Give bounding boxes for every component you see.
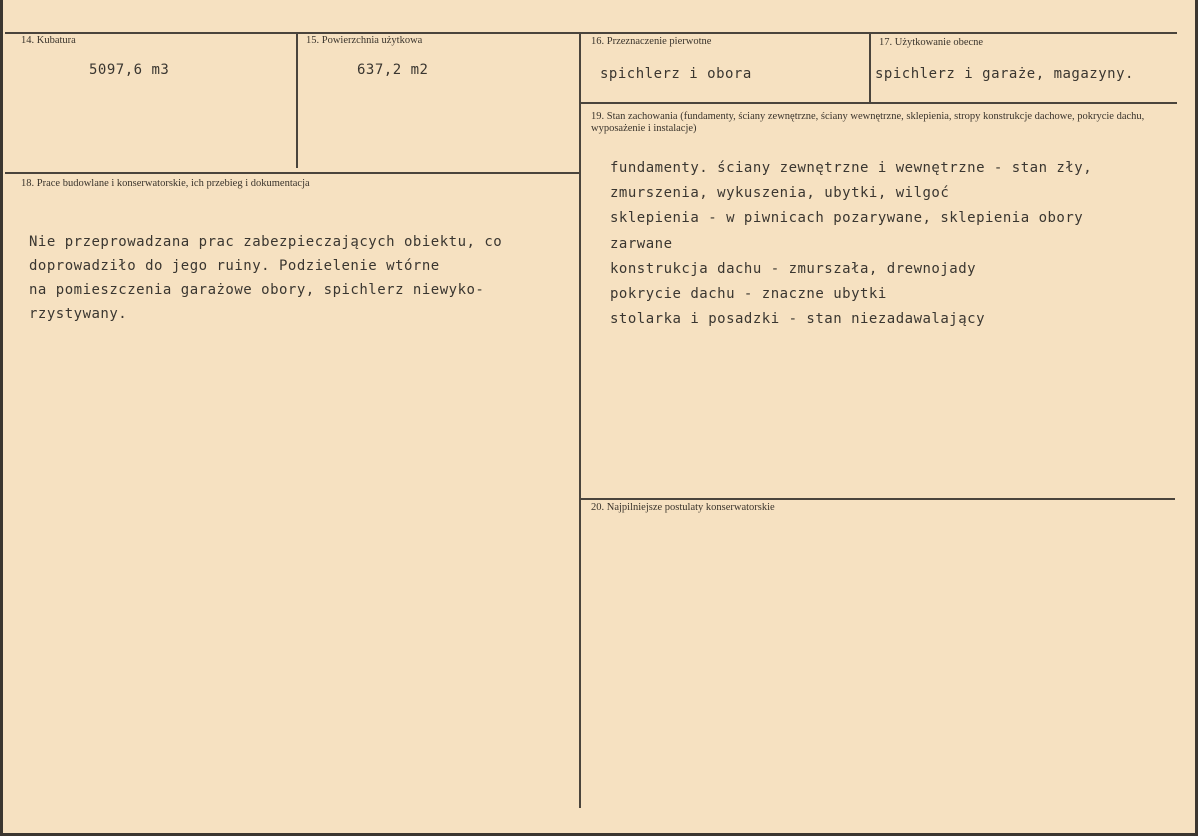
center-divider: [579, 32, 581, 808]
stan-line: konstrukcja dachu - zmurszała, drewnojady: [610, 260, 977, 277]
przeznaczenie-value: spichlerz i obora: [600, 66, 752, 82]
prace-line: na pomieszczenia garażowe obory, spichlerz niewyko-: [29, 282, 485, 298]
kubatura-value: 5097,6 m3: [89, 62, 170, 78]
rule-above-20: [579, 498, 1175, 500]
prace-text: [29, 230, 502, 326]
stan-line: stolarka i posadzki - stan niezadawalający: [610, 311, 986, 328]
powierzchnia-label: 15. Powierzchnia użytkowa: [306, 35, 423, 46]
powierzchnia-value: 637,2 m2: [357, 62, 429, 78]
kubatura-label: 14. Kubatura: [21, 35, 76, 46]
stan-text: [610, 156, 1092, 332]
prace-label: 18. Prace budowlane i konserwatorskie, ich przebieg i dokumentacja: [21, 178, 310, 189]
stan-line: sklepienia - w piwnicach pozarywane, sklepienia obory: [610, 210, 1084, 227]
uzytkowanie-value: spichlerz i garaże, magazyny.: [875, 66, 1134, 82]
divider-16-17: [869, 32, 871, 102]
prace-line: Nie przeprowadzana prac zabezpieczających obiektu, co: [29, 234, 503, 250]
divider-14-15: [296, 32, 298, 168]
top-rule: [5, 32, 1177, 34]
stan-line: zarwane: [610, 235, 673, 252]
uzytkowanie-label: 17. Użytkowanie obecne: [879, 37, 984, 48]
prace-line: rzystywany.: [29, 306, 128, 322]
stan-line: zmurszenia, wykuszenia, ubytki, wilgoć: [610, 185, 950, 202]
stan-label: 19. Stan zachowania (fundamenty, ściany zewnętrzne, ściany wewnętrzne, sklepienia, stropy konstrukcje dachowe, pokrycie dachu, wyposażenie i instalacje): [591, 111, 1145, 134]
prace-line: doprowadziło do jego ruiny. Podzielenie wtórne: [29, 258, 440, 274]
rule-under-14-15: [5, 172, 579, 174]
przeznaczenie-label: 16. Przeznaczenie pierwotne: [591, 36, 712, 47]
stan-line: fundamenty. ściany zewnętrzne i wewnętrzne - stan zły,: [610, 160, 1093, 176]
stan-line: pokrycie dachu - znaczne ubytki: [610, 286, 887, 303]
postulaty-label: 20. Najpilniejsze postulaty konserwatorskie: [591, 502, 775, 513]
rule-under-16-17: [579, 102, 1177, 104]
